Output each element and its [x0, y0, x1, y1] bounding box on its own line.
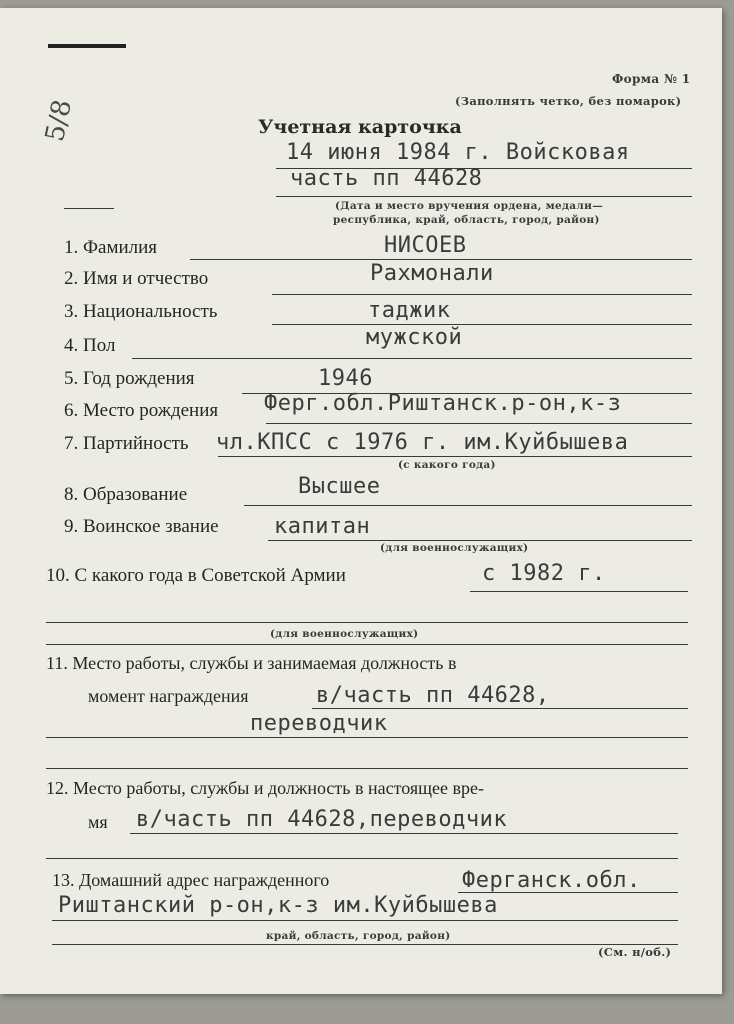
field-13-label: 13. Домашний адрес награжденного — [52, 870, 330, 890]
margin-handwritten-note: 5/8 — [40, 97, 79, 145]
card-title: Учетная карточка — [258, 116, 462, 138]
field-10-value: с 1982 г. — [482, 561, 606, 586]
award-caption-1: (Дата и место вручения ордена, медали— — [335, 200, 604, 212]
rule — [46, 622, 688, 623]
field-4-value: мужской — [366, 325, 463, 350]
rule — [46, 858, 678, 859]
field-7-value: чл.КПСС с 1976 г. им.Куйбышева — [216, 430, 629, 455]
field-13-value-1: Ферганск.обл. — [462, 868, 641, 893]
award-line-1: 14 июня 1984 г. Войсковая — [286, 140, 630, 165]
field-13-value-2: Риштанский р-он,к-з им.Куйбышева — [58, 893, 498, 918]
field-9-label: 9. Воинское звание — [64, 516, 219, 537]
award-line-2: часть пп 44628 — [290, 166, 483, 191]
rule — [46, 644, 688, 645]
rule — [46, 737, 688, 738]
rule — [244, 505, 692, 506]
field-12-label-2: мя — [88, 812, 108, 832]
award-caption-2: республика, край, область, город, район) — [333, 214, 600, 226]
field-6-value: Ферг.обл.Риштанск.р-он,к-з — [264, 391, 622, 416]
field-10-caption: (для военнослужащих) — [270, 628, 419, 640]
field-12-label-1: 12. Место работы, службы и должность в настоящее вре- — [46, 778, 484, 798]
rule — [130, 833, 678, 834]
rule — [64, 208, 114, 209]
field-13-caption: край, область, город, район) — [266, 930, 451, 942]
top-dash-mark — [48, 44, 126, 48]
rule — [46, 768, 688, 769]
field-2-label: 2. Имя и отчество — [64, 268, 209, 289]
rule — [190, 259, 692, 260]
form-instruction: (Заполнять четко, без помарок) — [455, 94, 682, 108]
rule — [272, 324, 692, 325]
rule — [132, 358, 692, 359]
field-6-label: 6. Место рождения — [64, 400, 219, 421]
footer-see-reverse: (См. н/об.) — [598, 945, 672, 959]
field-7-caption: (с какого года) — [398, 459, 496, 471]
field-9-caption: (для военнослужащих) — [380, 542, 529, 554]
rule — [272, 294, 692, 295]
field-3-value: таджик — [368, 298, 451, 323]
field-11-value-2: переводчик — [250, 711, 388, 736]
field-4-label: 4. Пол — [64, 335, 116, 356]
field-9-value: капитан — [274, 514, 371, 539]
field-12-value: в/часть пп 44628,переводчик — [136, 807, 508, 832]
form-card — [0, 8, 722, 994]
field-8-value: Высшее — [298, 474, 381, 499]
field-5-label: 5. Год рождения — [64, 368, 195, 389]
field-7-label: 7. Партийность — [64, 433, 189, 454]
rule — [218, 456, 692, 457]
rule — [52, 944, 678, 945]
field-5-value: 1946 — [318, 366, 373, 391]
field-8-label: 8. Образование — [64, 484, 188, 505]
field-11-label-1: 11. Место работы, службы и занимаемая должность в — [46, 653, 457, 673]
rule — [312, 708, 688, 709]
field-1-value: НИСОЕВ — [384, 233, 467, 258]
rule — [266, 423, 692, 424]
field-11-label-2: момент награждения — [88, 686, 249, 706]
rule — [268, 540, 692, 541]
rule — [276, 196, 692, 197]
rule — [52, 920, 678, 921]
field-1-label: 1. Фамилия — [64, 237, 158, 258]
field-3-label: 3. Национальность — [64, 301, 218, 322]
field-2-value: Рахмонали — [370, 261, 494, 286]
field-10-label: 10. С какого года в Советской Армии — [46, 565, 346, 586]
form-number: Форма № 1 — [612, 72, 691, 86]
field-11-value-1: в/часть пп 44628, — [316, 683, 550, 708]
rule — [470, 591, 688, 592]
